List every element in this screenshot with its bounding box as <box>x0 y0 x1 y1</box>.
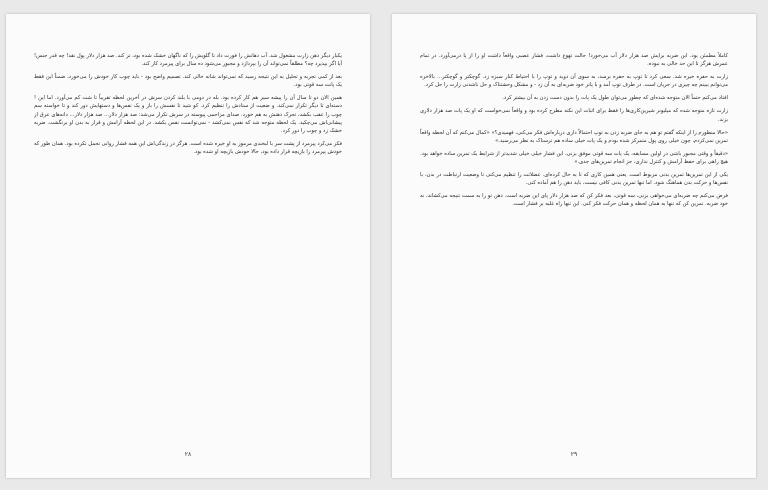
left-page-text <box>34 52 342 438</box>
paragraph: زارت به حفره خیره شد. سعی کرد تا توپ به حفره برسد، به سوی آن دوید و توپ را با احتیاط کنار سبزه زد. گوچکتر و گوچکتر... بالاخره می‌توانم ببینم چه چیزی در جریان است. در طرف توپ آمد و با پاتر خود ضربه‌ای به آن زد - و مشکل وحشتناک و حل ناشدنی زارت را حل کرد. <box>420 74 728 89</box>
paragraph: بعد از کمی تجربه و تحلیل به این نتیجه رسید که نمی‌تواند شانه خالی کند. تصمیم واضح بود - باید چوب کار خودش را می‌خورد، ضمناً این فقط یک پانت سه قوتی بود. <box>34 74 342 89</box>
paragraph: یکی از این تمرین‌ها تمرین بدنی مربوط است. یعنی همین کاری که تا به حال کرده‌ای. عضلاتت را تنظیم می‌کنی تا وضعیت ارتباطت در بدن، با نفس‌ها و حرکت بدن هماهنگ شود. اما تنها تمرین بدنی کافی نیست، باید ذهن را هم آماده کنی. <box>420 172 728 187</box>
paragraph: همین الان دو تا سال آن را پیشه سیر هم کار کرده بود. بله در دومی با بلند کردن سرش در آخرین لحظه تقریباً تا شت کم می‌آورد. اما این ! دسته‌ای تا دیگر تکرار نمی‌کند. و ضعیت از ستادش را تنظیم کرد. کو شید تا نفسش را باز و یک نفس‌ها و دستهایش دور کند و تا خواسته سم چوب را عقب بکشد، تحرک ذهنش به هم خورد. صدای مزاحمی پیوسته در سرش تکرار می‌شد: صد هزار دلار... صد هزار دلار... دانه‌های عرق از پیشانی‌اش می‌چکید. یک لحظه متوجه شد که نفس نمی‌کشد - نمی‌توانست نفس بکشد. در این لحظه آرامش و قرار به بدن او برنگشت. ضربه خشک زد و چوب را دور کرد. <box>34 95 342 134</box>
paragraph: فرض می‌کنم چه ضربه‌ای می‌خواهی بزنی، سه قوتی، بعد فکر کن که صد هزار دلار پای این ضربه است. ذهن تو را به سمت نتیجه می‌کشاند، نه خود ضربه. تمرین کن که تنها به همان لحظه و همان حرکت فکر کنی. این تنها راه غلبه بر فشار است. <box>420 193 728 208</box>
paragraph: کاملاً مطمئن بود. این ضربه برایش صد هزار دلار آب می‌خورد! حالت تهوع داشت، فشار عصبی واقعاً داشت او را از پا درمی‌آورد. در تمام عمرش هرگز تا این حد خالی به نبوده. <box>420 53 728 68</box>
right-page <box>392 14 756 478</box>
paragraph: فکر می‌کرد پیرمرد از پشت سر با لبخندی مرموز به او خیره شده است. هرگز در زندگی‌اش این همه فشار روانی تحمل نکرده بود. همان طور که خودش پیرمرد را بازیچه قرار داده بود، حالا خودش بازیچه او شده بود. <box>34 140 342 155</box>
paragraph: زارت تازه متوجه شده که میلیونر شیرین‌کاری‌ها را فقط برای اثبات این نکته مطرح کرده بود و واقعاً نمی‌خواست که او یک پات صد هزار دلاری بزند. <box>420 108 728 123</box>
paragraph: «حالا منظورم را از اینکه گفتم تو هم به جای ضربه زدن به توپ احتمالاً داری درباره‌اش فکر می‌کنی، فهمیدی؟» «کمال می‌کنم که آن لحظه واقعاً تمرین نمی‌کردم، چون خیلی روی پول متمرکز شده بودم و یک پات خیلی ساده هم ترسناک به نظر می‌رسید.» <box>420 129 728 144</box>
paragraph: افتاد می‌کنم حتماً الان متوجه شده‌ای که چطور می‌توان طول یک پات را بدون دست زدن به آن بیشتر کرد. <box>502 95 728 102</box>
left-page <box>6 14 370 478</box>
paragraph: یکبار دیگر ذهن زارت مشغول شد. آب دهانش را فورت داد تا گلویش را که ناگهان خشک شده بود، تر کند. صد هزار دلار پول نقد! چه قدر جنس! آیا اگر بپذیرد چه؟ مطلقاً نمی‌تواند آن را بپردازد و مجبور می‌شود ده سال برای پیرمرد کار کند. <box>34 53 342 68</box>
paragraph: «دقیقاً و وقتی مجبور باشی در اولین مسابقه، یک پات سه قوتی موفق بزنی، این فشار خیلی خیلی شدیدتر از شرایط یک تمرین ساده خواهد بود. هیچ راهی برای حفظ آرامش و کنترل نداری، جز انجام تمرین‌های جدی.» <box>420 150 728 165</box>
right-page-text <box>420 52 728 438</box>
page-number: ۲۹ <box>570 451 578 458</box>
page-number: ۲۸ <box>184 451 192 458</box>
